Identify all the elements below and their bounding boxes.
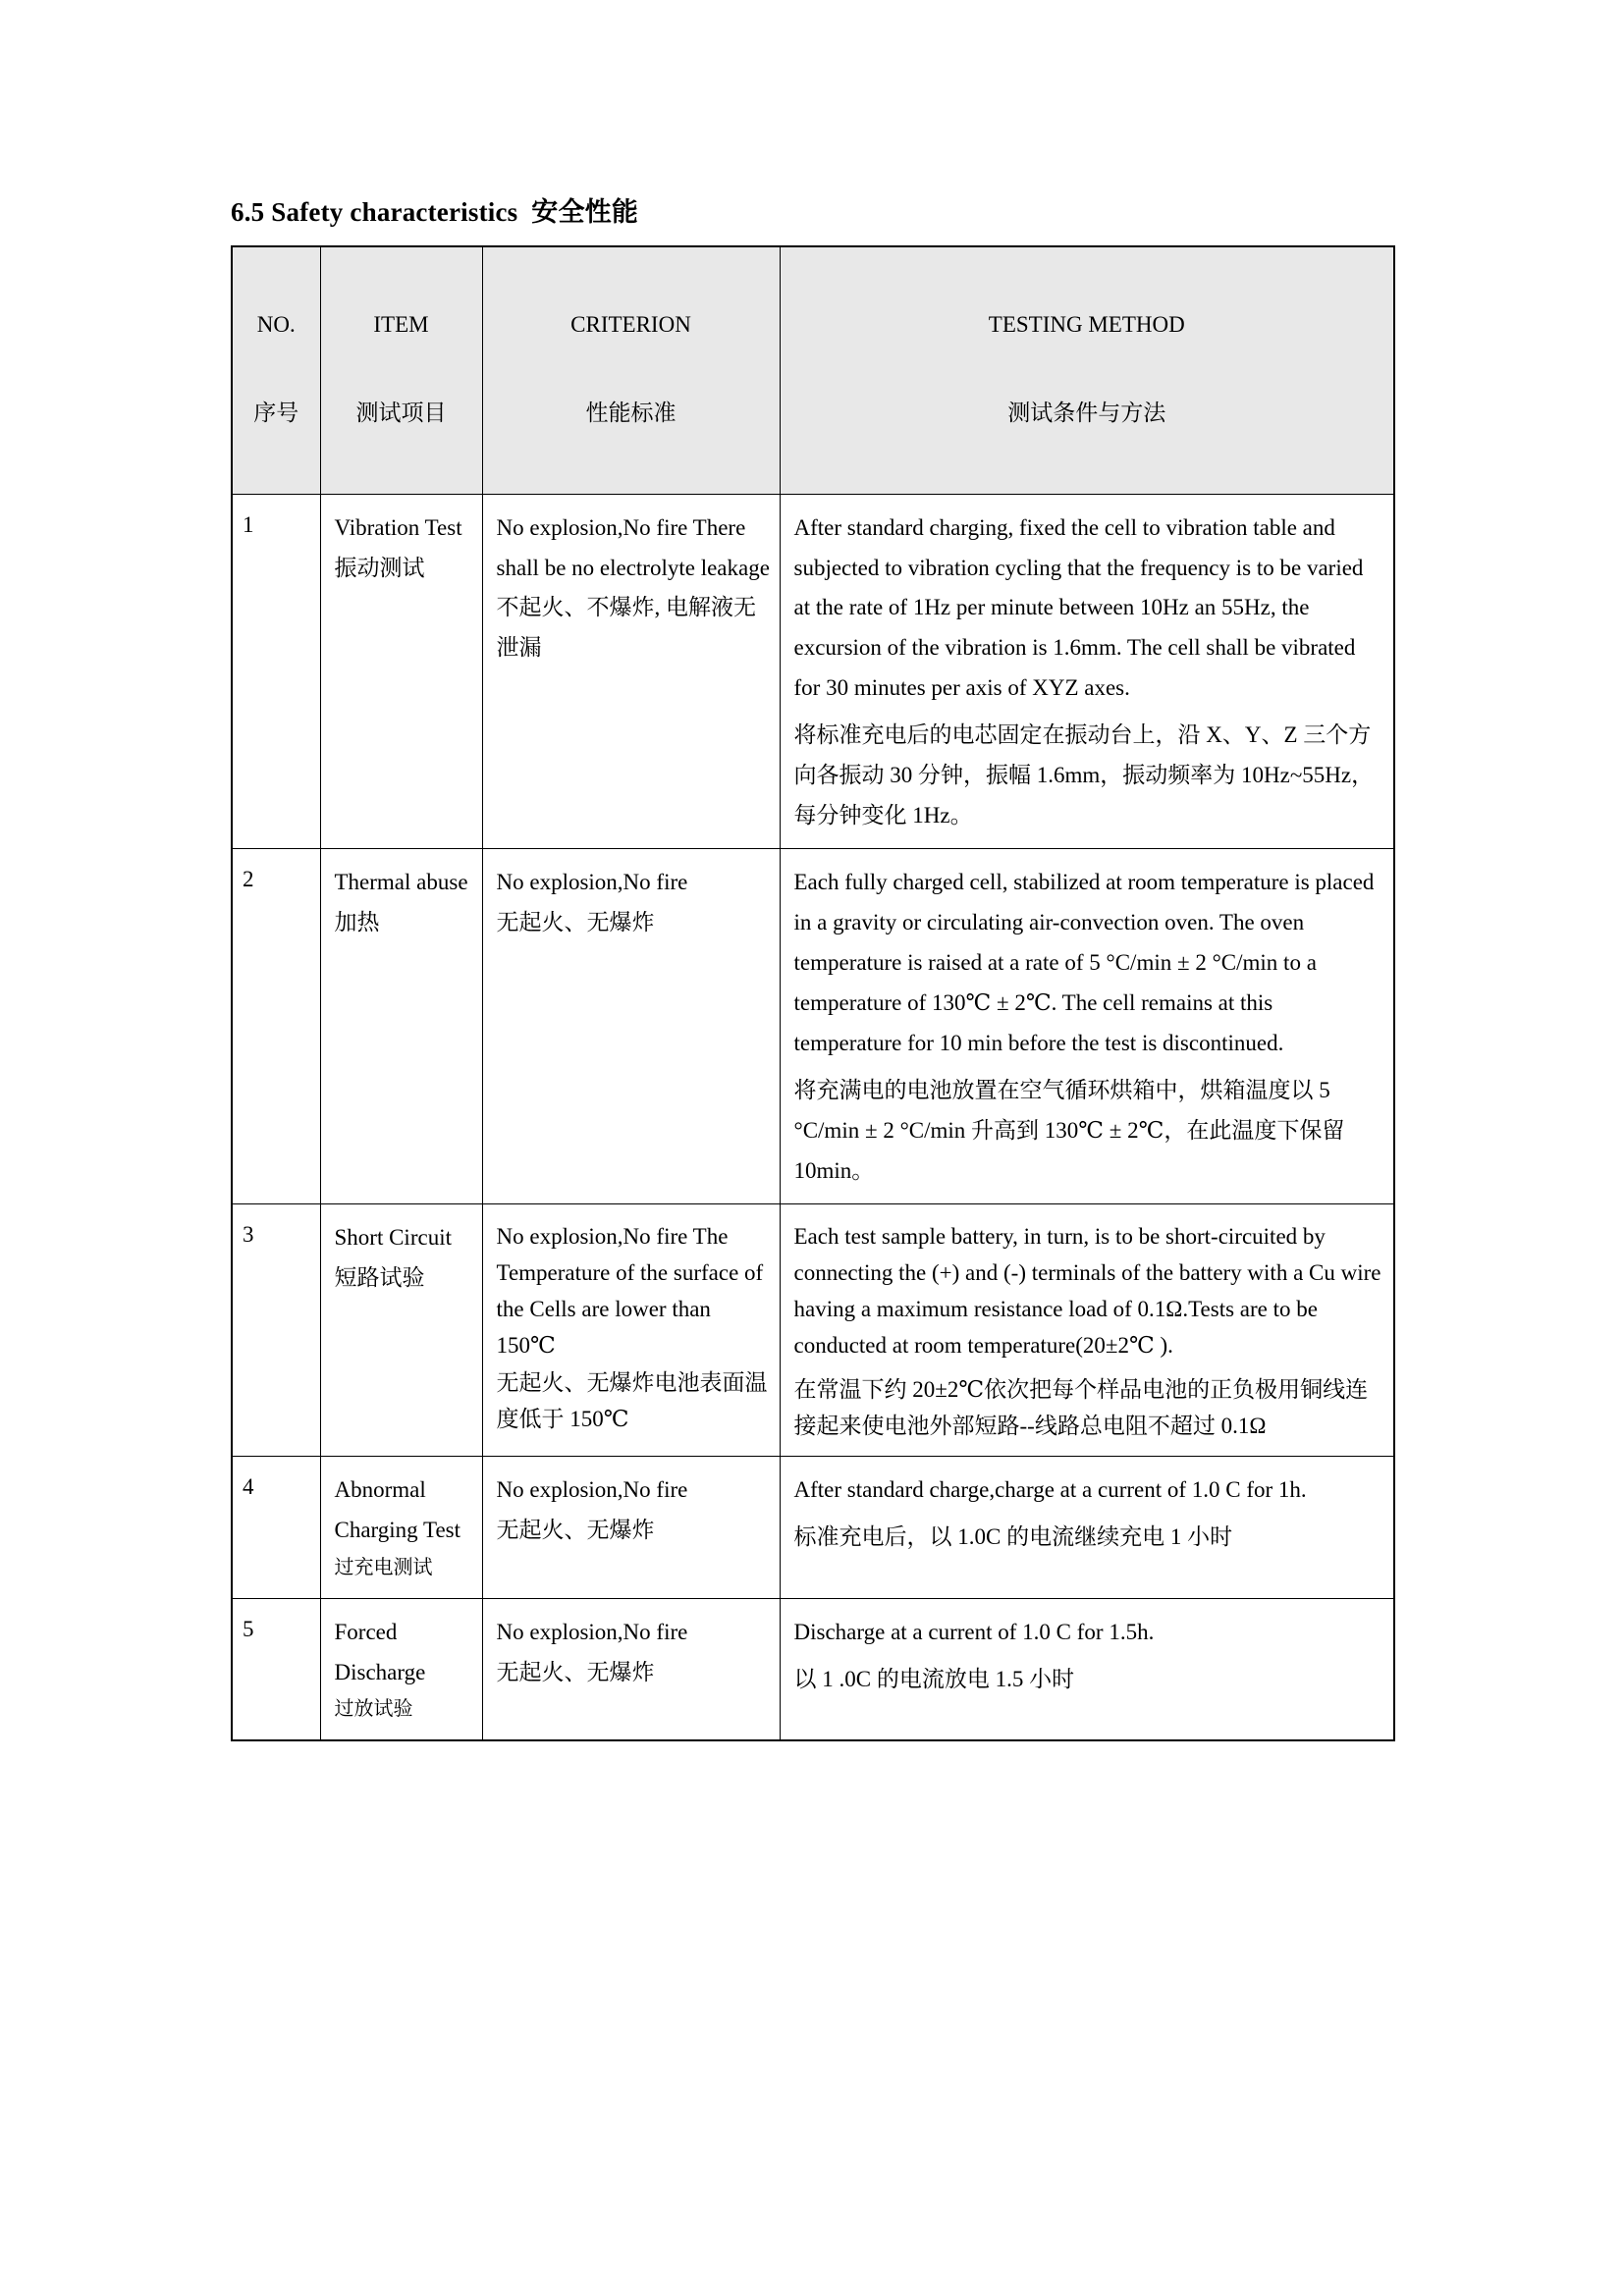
item-name-zh: 短路试验 (334, 1264, 425, 1290)
table-header-row (232, 246, 1394, 494)
method-zh: 在常温下约 20±2℃依次把每个样品电池的正负极用铜线连接起来使电池外部短路--线路总电阻不超过 0.1Ω (793, 1376, 1369, 1438)
item-name-en: Thermal abuse (334, 870, 468, 895)
item-name-en: Vibration Test (334, 514, 462, 540)
row-criterion-cell (482, 1598, 780, 1740)
item-name-en: Short Circuit (334, 1224, 452, 1250)
column-header-no-en: NO. (256, 312, 296, 338)
row-testing-method-cell (780, 849, 1394, 1204)
table-row (232, 1598, 1394, 1740)
row-number: 2 (243, 867, 254, 892)
criterion-zh: 无起火、无爆炸 (496, 1659, 655, 1684)
table-row (232, 849, 1394, 1204)
page-content (231, 196, 1394, 1741)
method-en: Each fully charged cell, stabilized at room temperature is placed in a gravity or circulating air-convection oven. The oven temperature is raised at a rate of 5 °C/min ± 2 °C/min to a temperature of 130℃ ± 2℃. The cell remains at this temperature for 10 min before the test is discontinued. (793, 870, 1375, 1055)
row-item-cell (320, 1598, 482, 1740)
method-en: After standard charging, fixed the cell to vibration table and subjected to vibration cycling that the frequency is to be varied at the rate of 1Hz per minute between 10Hz an 55Hz, the excursion of the vibration is 1.6mm. The cell shall be vibrated for 30 minutes per axis of XYZ axes. (793, 514, 1364, 701)
row-criterion-cell (482, 1457, 780, 1598)
table-row (232, 1203, 1394, 1457)
column-header-no-zh: 序号 (253, 400, 299, 425)
method-zh: 将充满电的电池放置在空气循环烘箱中，烘箱温度以 5 °C/min ± 2 °C/min 升高到 130℃ ± 2℃，在此温度下保留 10min。 (793, 1077, 1345, 1183)
row-number: 1 (243, 511, 254, 537)
table-body (232, 494, 1394, 1740)
row-no-cell (232, 1203, 320, 1457)
table-row (232, 1457, 1394, 1598)
column-header-criterion-zh: 性能标准 (585, 400, 677, 425)
row-no-cell (232, 1598, 320, 1740)
item-name-zh: 振动测试 (334, 555, 425, 580)
column-header-item-en: ITEM (373, 312, 429, 338)
row-testing-method-cell (780, 1598, 1394, 1740)
item-name-zh: 过充电测试 (334, 1556, 433, 1578)
page-title: 6.5 Safety characteristics 安全性能 (231, 197, 639, 227)
method-en: After standard charge,charge at a current of 1.0 C for 1h. (793, 1477, 1307, 1503)
item-name-zh: 过放试验 (334, 1698, 413, 1721)
criterion-zh: 无起火、无爆炸 (496, 1518, 655, 1543)
row-no-cell (232, 494, 320, 849)
row-testing-method-cell (780, 494, 1394, 849)
row-number: 3 (243, 1221, 254, 1247)
method-zh: 标准充电后，以 1.0C 的电流继续充电 1 小时 (793, 1524, 1233, 1550)
row-number: 4 (243, 1474, 254, 1500)
row-no-cell (232, 1457, 320, 1598)
row-item-cell (320, 1203, 482, 1457)
row-number: 5 (243, 1616, 254, 1641)
table-row (232, 494, 1394, 849)
column-header-testing-method-zh: 测试条件与方法 (1007, 400, 1166, 425)
safety-characteristics-table (231, 245, 1395, 1741)
criterion-zh: 无起火、无爆炸 (496, 910, 655, 935)
method-en: Discharge at a current of 1.0 C for 1.5h. (793, 1619, 1155, 1644)
row-testing-method-cell (780, 1457, 1394, 1598)
column-header-item (320, 246, 482, 494)
criterion-en: No explosion,No fire (496, 870, 688, 895)
column-header-criterion-en: CRITERION (570, 312, 691, 338)
criterion-en: No explosion,No fire There shall be no electrolyte leakage (496, 514, 770, 580)
method-zh: 将标准充电后的电芯固定在振动台上，沿 X、Y、Z 三个方向各振动 30 分钟，振幅 1.6mm，振动频率为 10Hz~55Hz，每分钟变化 1Hz。 (793, 722, 1375, 828)
criterion-en: No explosion,No fire (496, 1619, 688, 1644)
row-no-cell (232, 849, 320, 1204)
row-testing-method-cell (780, 1203, 1394, 1457)
row-item-cell (320, 1457, 482, 1598)
column-header-item-zh: 测试项目 (355, 400, 447, 425)
table-header (232, 246, 1394, 494)
column-header-no (232, 246, 320, 494)
method-zh: 以 1 .0C 的电流放电 1.5 小时 (793, 1666, 1075, 1691)
column-header-testing-method (780, 246, 1394, 494)
criterion-zh: 无起火、无爆炸电池表面温度低于 150℃ (496, 1369, 768, 1431)
criterion-en: No explosion,No fire The Temperature of the surface of the Cells are lower than 150℃ (496, 1223, 764, 1359)
column-header-testing-method-en: TESTING METHOD (988, 312, 1185, 338)
row-item-cell (320, 849, 482, 1204)
row-criterion-cell (482, 849, 780, 1204)
item-name-en: Abnormal Charging Test (334, 1477, 461, 1543)
method-en: Each test sample battery, in turn, is to be short-circuited by connecting the (+) and (-) terminals of the battery with a Cu wire having a maximum resistance load of 0.1Ω.Tests are to be conducted at room temperature(20±2℃ ). (793, 1223, 1381, 1359)
row-criterion-cell (482, 494, 780, 849)
column-header-criterion (482, 246, 780, 494)
criterion-zh: 不起火、不爆炸, 电解液无泄漏 (496, 595, 756, 661)
row-item-cell (320, 494, 482, 849)
row-criterion-cell (482, 1203, 780, 1457)
item-name-zh: 加热 (334, 910, 380, 935)
criterion-en: No explosion,No fire (496, 1477, 688, 1503)
item-name-en: Forced Discharge (334, 1619, 426, 1684)
